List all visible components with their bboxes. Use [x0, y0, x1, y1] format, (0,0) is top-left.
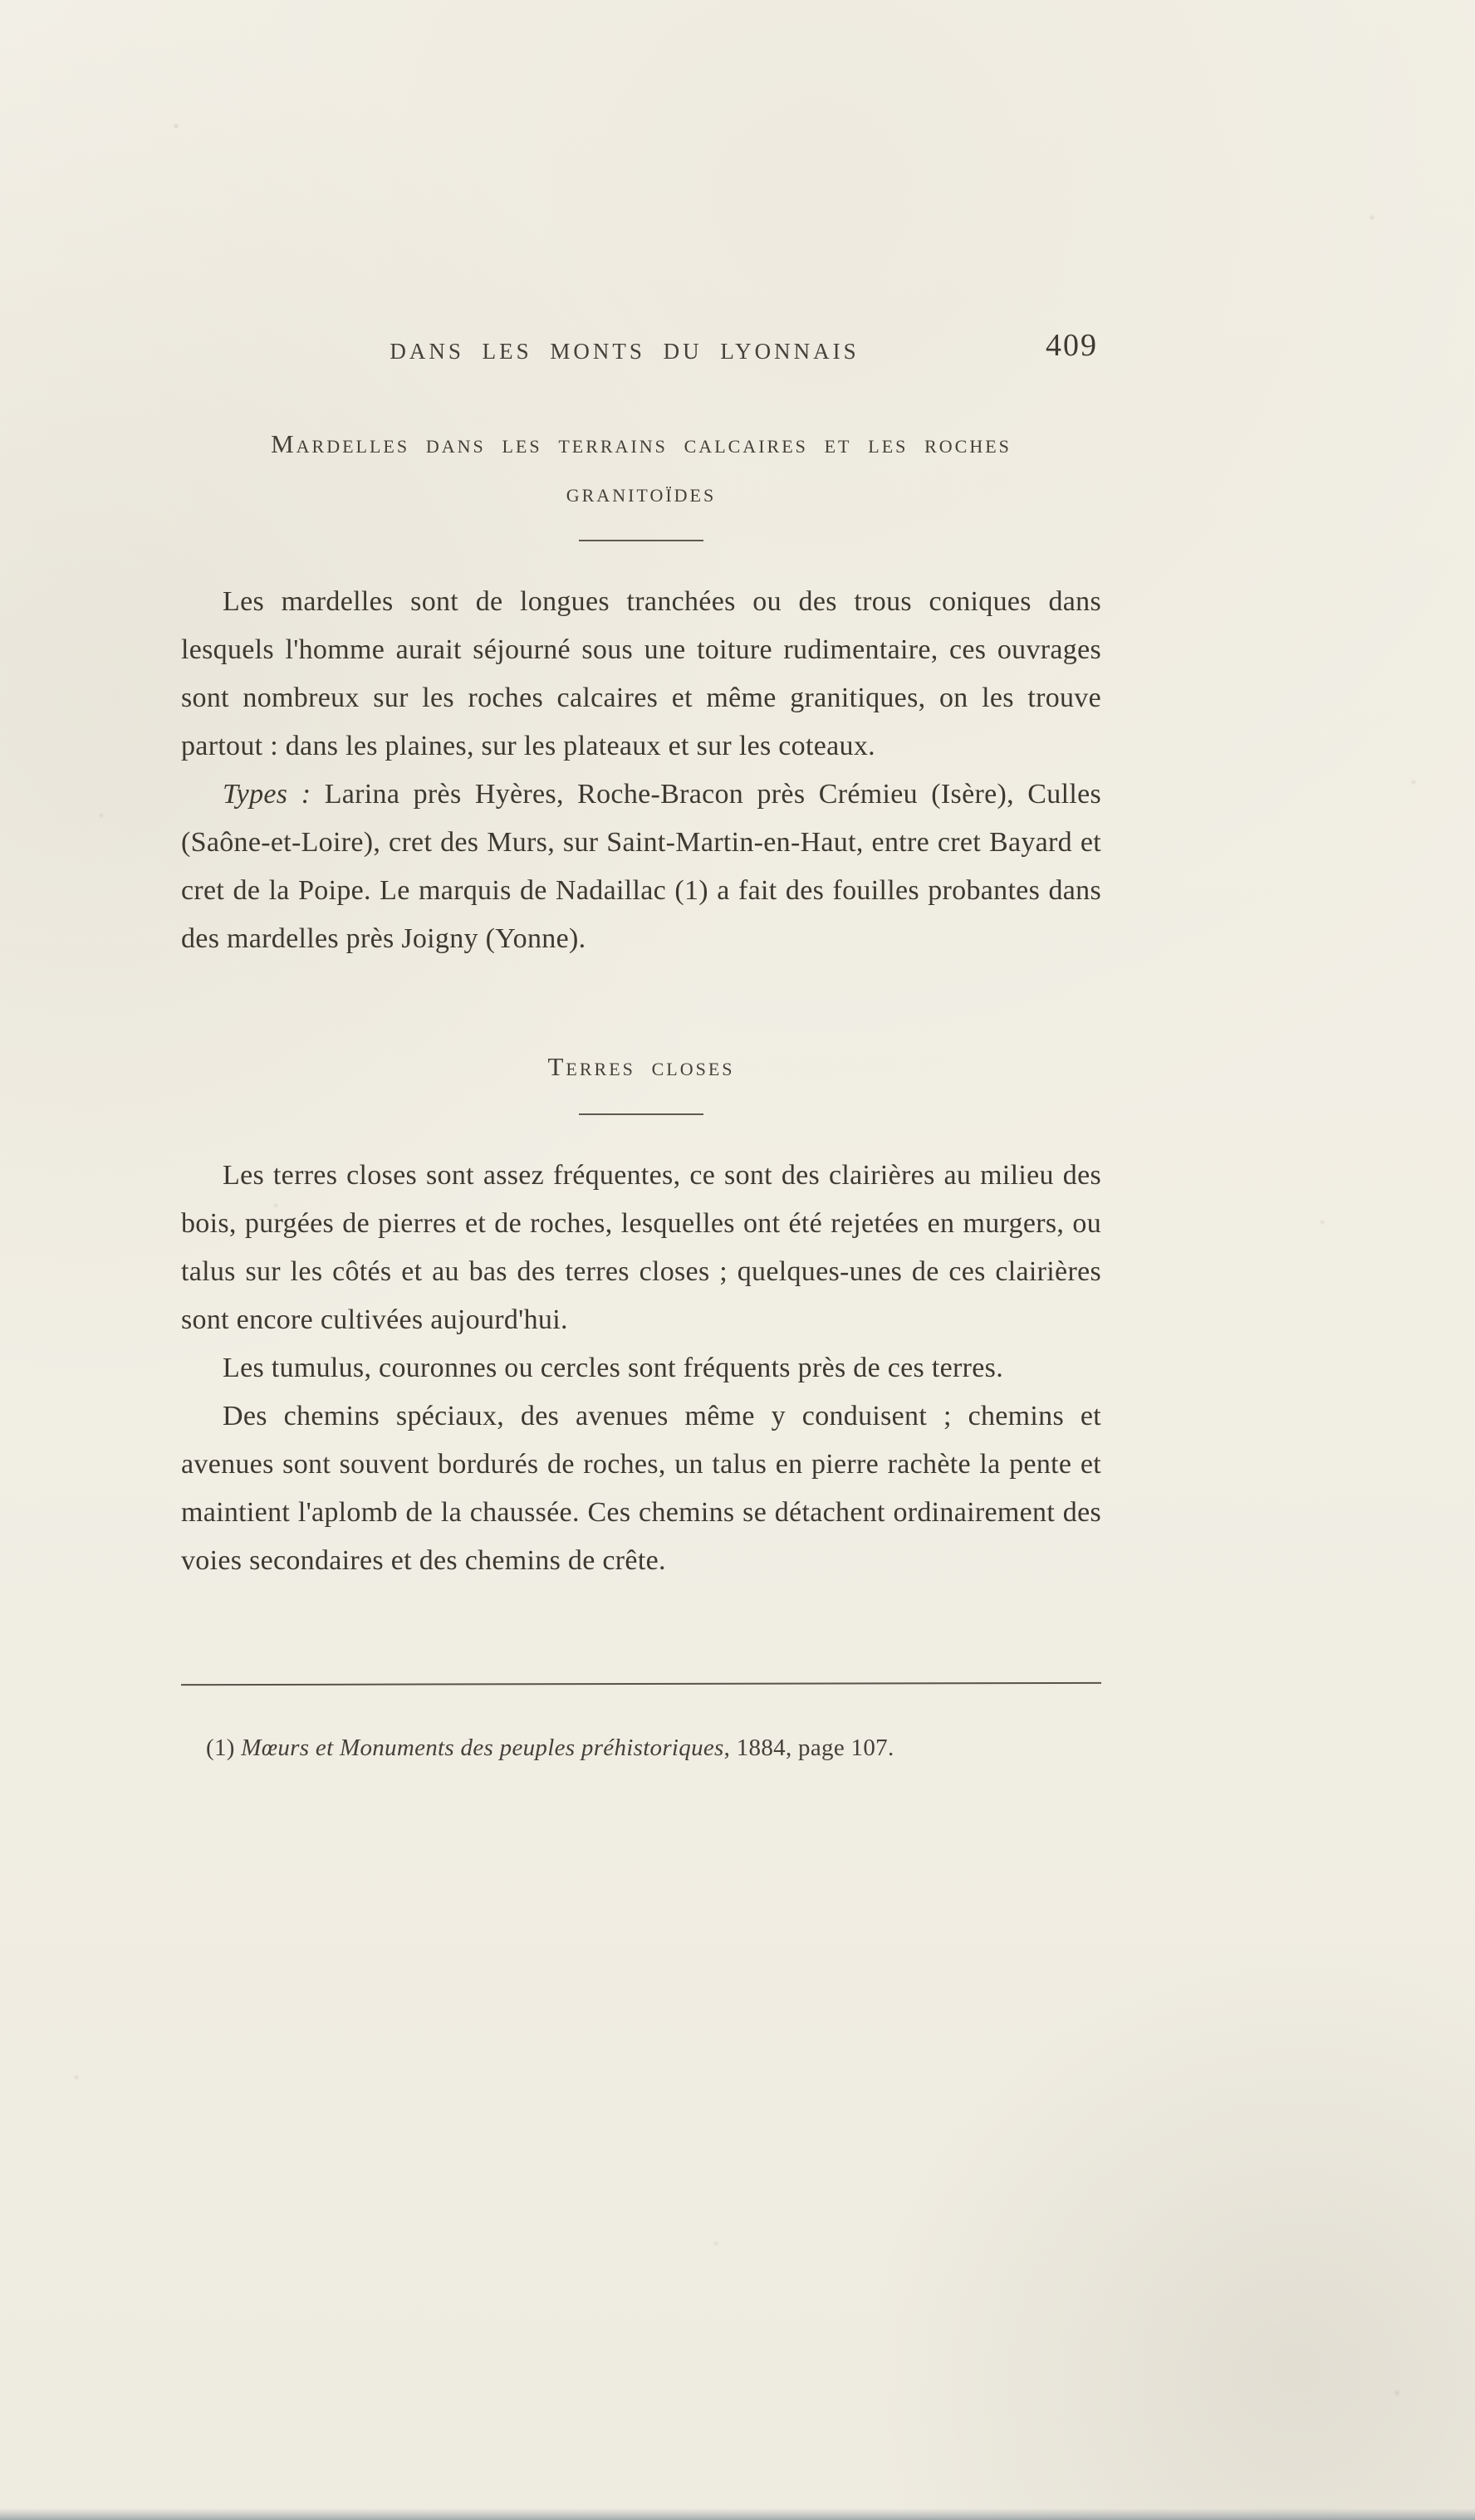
section-terres-body — [181, 1152, 1101, 1585]
scan-speckles — [0, 0, 3, 3]
page-bottom-edge — [0, 2508, 1475, 2520]
heading-divider — [579, 540, 703, 541]
footnote-marker: (1) — [206, 1734, 235, 1761]
paragraph-terres-3: Des chemins spéciaux, des avenues même y conduisent ; chemins et avenues sont souvent bordurés de roches, un talus en pierre rachète la pente et maintient l'aplomb de la chaussée. Ces chemins se détachent ordinairement des voies secondaires et des chemins de crête. — [181, 1400, 1101, 1576]
heading-divider — [579, 1113, 703, 1115]
section-terres-heading: Terres closes — [547, 1051, 735, 1081]
running-title: DANS LES MONTS DU LYONNAIS — [390, 339, 860, 364]
paragraph-mardelles-2-text: Larina près Hyères, Roche-Bracon près Crémieu (Isère), Culles (Saône-et-Loire), cret des Murs, sur Saint-Martin-en-Haut, entre cret Bayard et cret de la Poipe. Le marquis de Nadaillac (1) a fait des fouilles probantes dans des mardelles près Joigny (Yonne). — [181, 778, 1101, 954]
running-header — [181, 330, 1101, 384]
paragraph-terres-2: Les tumulus, couronnes ou cercles sont fréquents près de ces terres. — [223, 1352, 1003, 1383]
footnote-work-title: Mœurs et Monuments des peuples préhistoriques — [241, 1734, 724, 1761]
section-mardelles-heading-line2: granitoïdes — [566, 477, 717, 507]
section-mardelles — [181, 420, 1101, 963]
page-text-block — [181, 330, 1101, 1766]
paragraph-terres-1: Les terres closes sont assez fréquentes, ce sont des clairières au milieu des bois, purgées de pierres et de roches, lesquelles ont été rejetées en murgers, ou talus sur les côtés et au bas des terres closes ; quelques-unes de ces clairières sont encore cultivées aujourd'hui. — [181, 1159, 1101, 1335]
paragraph-mardelles-2 — [181, 771, 1101, 963]
types-label: Types : — [223, 778, 311, 810]
section-mardelles-heading — [181, 420, 1101, 518]
section-mardelles-body — [181, 578, 1101, 963]
page-number: 409 — [1046, 328, 1098, 363]
footnote-rule — [181, 1682, 1101, 1686]
footnote-details: , 1884, page 107. — [723, 1734, 894, 1761]
section-terres-closes — [181, 1043, 1101, 1585]
paragraph-mardelles-1: Les mardelles sont de longues tranchées ou des trous coniques dans lesquels l'homme aurait séjourné sous une toiture rudimentaire, ces ouvrages sont nombreux sur les roches calcaires et même granitiques, on les trouve partout : dans les plaines, sur les plateaux et sur les coteaux. — [181, 585, 1101, 761]
footnote — [181, 1730, 1101, 1766]
section-mardelles-heading-line1: Mardelles dans les terrains calcaires et les roches — [271, 429, 1012, 458]
